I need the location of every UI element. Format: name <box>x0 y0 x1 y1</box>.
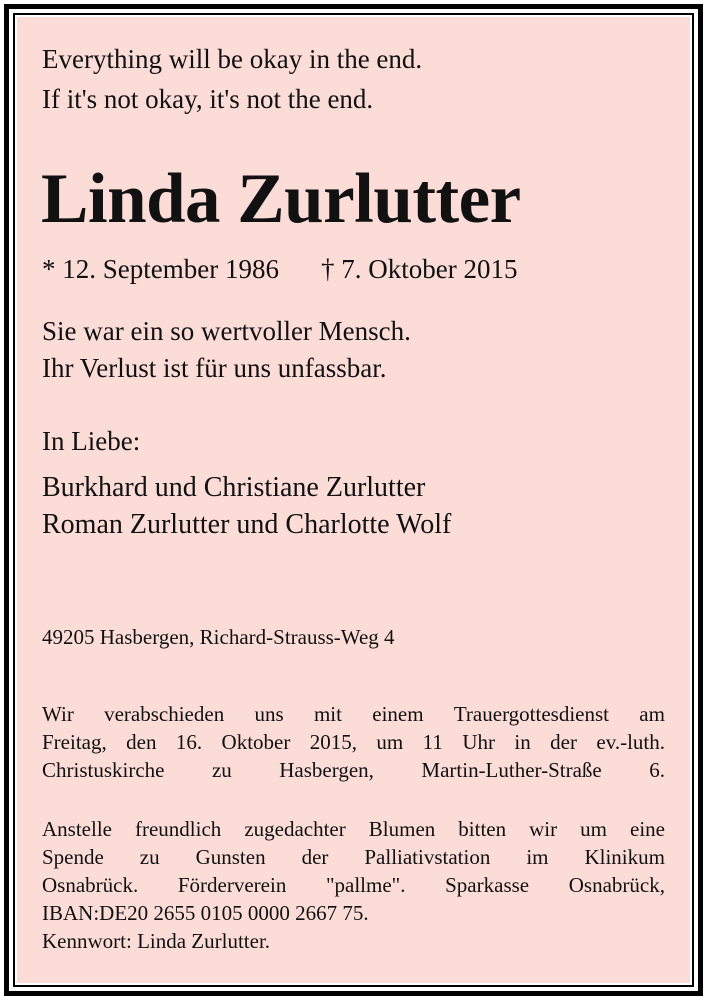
word: Osnabrück. <box>42 873 139 897</box>
word: ev.-luth. <box>596 730 665 754</box>
word: zugedachter <box>244 817 346 841</box>
tribute-line-2: Ihr Verlust ist für uns unfassbar. <box>42 353 387 383</box>
deceased-name: Linda Zurlutter <box>41 160 521 238</box>
word: Oktober <box>221 730 291 754</box>
word: Palliativstation <box>364 845 491 869</box>
word: verabschieden <box>104 702 225 726</box>
funeral-service-notice <box>42 700 665 784</box>
word: Trauergottesdienst <box>453 702 610 726</box>
donation-line-3 <box>42 871 665 899</box>
word: Anstelle <box>42 817 112 841</box>
mourners-heading: In Liebe: <box>42 426 141 456</box>
donation-line-1 <box>42 815 665 843</box>
word: 11 <box>422 730 443 754</box>
death-date: † 7. Oktober 2015 <box>320 254 518 284</box>
word: Uhr <box>462 730 495 754</box>
word: wir <box>529 817 558 841</box>
opening-quote <box>42 39 662 119</box>
mourners-line-2: Roman Zurlutter und Charlotte Wolf <box>42 509 452 540</box>
word: Gunsten <box>195 845 266 869</box>
word: der <box>301 845 329 869</box>
donation-iban: IBAN:DE20 2655 0105 0000 2667 75. <box>42 901 369 925</box>
quote-line-2: If it's not okay, it's not the end. <box>42 84 374 114</box>
tribute-line-1: Sie war ein so wertvoller Mensch. <box>42 316 411 346</box>
word: "pallme". <box>325 873 406 897</box>
quote-line-1: Everything will be okay in the end. <box>42 44 423 74</box>
donation-line-2 <box>42 843 665 871</box>
word: Wir <box>42 702 74 726</box>
word: um <box>580 817 607 841</box>
word: einem <box>372 702 424 726</box>
word: bitten <box>458 817 507 841</box>
word: eine <box>630 817 665 841</box>
donation-notice <box>42 815 665 955</box>
word: 16. <box>175 730 203 754</box>
word: im <box>526 845 549 869</box>
mourners-line-1: Burkhard und Christiane Zurlutter <box>42 472 426 503</box>
family-address: 49205 Hasbergen, Richard-Strauss-Weg 4 <box>42 625 395 649</box>
word: mit <box>313 702 342 726</box>
word: freundlich <box>135 817 222 841</box>
word: in <box>514 730 531 754</box>
word: Klinikum <box>584 845 665 869</box>
word: Förderverein <box>177 873 287 897</box>
birth-date: * 12. September 1986 <box>42 254 279 284</box>
service-line-2 <box>42 728 665 756</box>
word: 2015, <box>309 730 358 754</box>
mourners-list <box>42 469 662 543</box>
word: Blumen <box>368 817 436 841</box>
word: Freitag, <box>42 730 107 754</box>
word: Spende <box>42 845 104 869</box>
word: Osnabrück, <box>568 873 665 897</box>
word: zu <box>139 845 160 869</box>
donation-keyword: Kennwort: Linda Zurlutter. <box>42 929 271 953</box>
word: um <box>376 730 404 754</box>
word: uns <box>254 702 284 726</box>
service-line-1 <box>42 700 665 728</box>
word: den <box>126 730 157 754</box>
word: am <box>639 702 665 726</box>
life-dates <box>42 251 662 287</box>
tribute-text <box>42 313 662 387</box>
obituary-card <box>17 17 690 983</box>
service-line-3: Christuskirche zu Hasbergen, Martin-Luther-Straße 6. <box>42 758 665 782</box>
word: Sparkasse <box>445 873 530 897</box>
word: der <box>550 730 577 754</box>
